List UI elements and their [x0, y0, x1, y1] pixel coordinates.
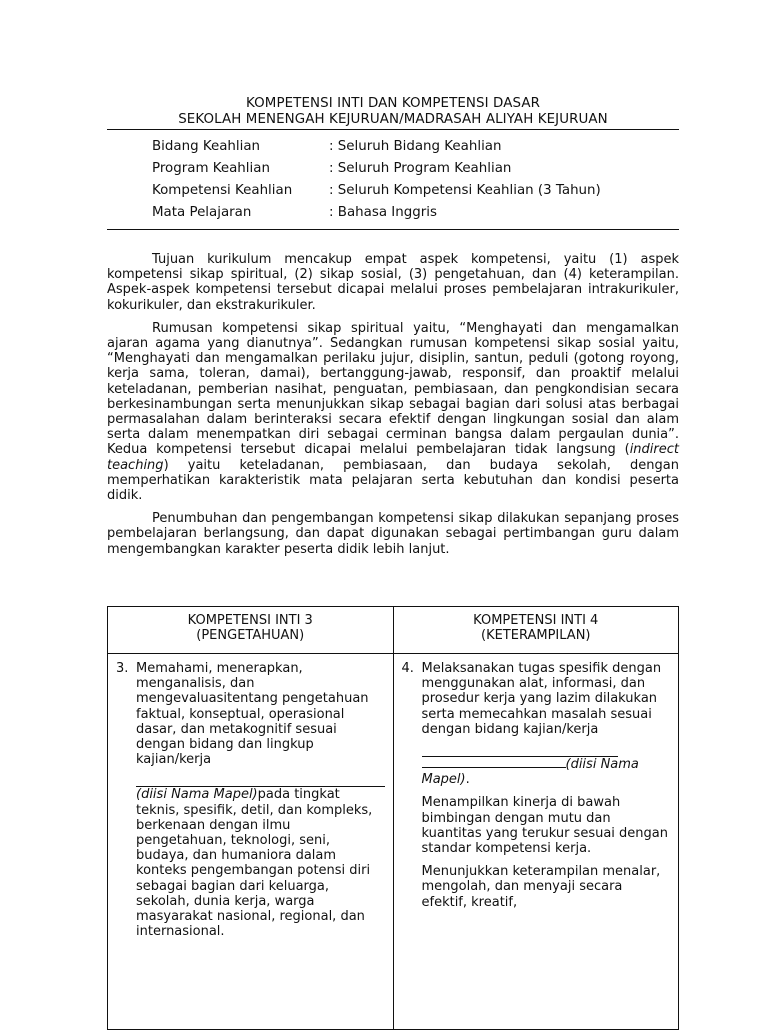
- meta-row-bidang: [107, 136, 679, 158]
- table-body-row: [108, 654, 678, 1030]
- ki4-cell: [393, 654, 679, 1030]
- meta-label: Kompetensi Keahlian: [152, 183, 293, 198]
- ki4-number: 4.: [401, 661, 414, 676]
- meta-value: : Seluruh Program Keahlian: [329, 161, 512, 176]
- kompetensi-table: [107, 606, 679, 1030]
- ki4-header-line-2: (KETERAMPILAN): [481, 628, 591, 643]
- ki3-header: [108, 607, 393, 653]
- meta-info: [107, 130, 679, 229]
- meta-value: : Bahasa Inggris: [329, 205, 437, 220]
- paragraph-2-italic: indirect teaching: [107, 442, 679, 473]
- paragraph-2: [107, 321, 679, 503]
- ki3-text-b: pada tingkat teknis, spesifik, detil, dan kompleks, berkenaan dengan ilmu pengetahuan, teknologi, seni, budaya, dan humaniora dalam konteks pengembangan potensi diri sebagai bagian dari keluarga, sekolah, dunia kerja, warga masyarakat nasional, regional, dan internasional.: [136, 787, 373, 940]
- document-title: [107, 96, 679, 128]
- ki4-text-a: Melaksanakan tugas spesifik dengan menggunakan alat, informasi, dan prosedur kerja yang lazim dilakukan serta memecahkan masalah sesuai dengan bidang kajian/kerja: [421, 661, 662, 737]
- fill-in-blank-line: [422, 741, 618, 757]
- meta-label: Mata Pelajaran: [152, 205, 252, 220]
- document-page: [107, 96, 679, 940]
- ki4-text: [422, 661, 671, 910]
- meta-value: : Seluruh Bidang Keahlian: [329, 139, 502, 154]
- ki3-cell: [108, 654, 393, 1030]
- paragraph-2-part-b: ) yaitu keteladanan, pembiasaan, dan budaya sekolah, dengan memperhatikan karakteristik mata pelajaran serta kebutuhan dan kondisi peserta didik.: [107, 457, 679, 504]
- fill-in-blank-inline: [422, 767, 566, 768]
- ki3-header-line-1: KOMPETENSI INTI 3: [187, 613, 313, 628]
- ki4-paragraph-3: Menunjukkan keterampilan menalar, mengolah, dan menyaji secara efektif, kreatif,: [421, 864, 661, 910]
- ki4-after-italic: .: [465, 772, 470, 788]
- meta-label: Bidang Keahlian: [152, 139, 261, 154]
- ki4-header-line-1: KOMPETENSI INTI 4: [473, 613, 599, 628]
- ki3-italic: (diisi Nama Mapel): [136, 787, 258, 803]
- fill-in-blank-line: [136, 771, 385, 787]
- meta-row-kompetensi: [107, 180, 679, 202]
- ki3-header-line-2: (PENGETAHUAN): [196, 628, 305, 643]
- table-header-row: [108, 607, 678, 654]
- paragraph-3: Penumbuhan dan pengembangan kompetensi sikap dilakukan sepanjang proses pembelajaran berlangsung, dan dapat digunakan sebagai pertimbangan guru dalam mengembangkan karakter peserta didik lebih lanjut.: [107, 511, 679, 557]
- meta-value: : Seluruh Kompetensi Keahlian (3 Tahun): [329, 183, 601, 198]
- ki4-header: [393, 607, 679, 653]
- ki4-item: [402, 661, 671, 910]
- ki3-text: [136, 661, 385, 939]
- body-text: [107, 252, 679, 557]
- ki3-text-b-wrap: [136, 787, 385, 939]
- title-line-1: KOMPETENSI INTI DAN KOMPETENSI DASAR: [246, 96, 540, 111]
- paragraph-1: Tujuan kurikulum mencakup empat aspek kompetensi, yaitu (1) aspek kompetensi sikap spiritual, (2) sikap sosial, (3) pengetahuan, dan (4) keterampilan. Aspek-aspek kompetensi tersebut dicapai melalui proses pembelajaran intrakurikuler, kokurikuler, dan ekstrakurikuler.: [107, 252, 679, 313]
- paragraph-2-part-a: Rumusan kompetensi sikap spiritual yaitu, “Menghayati dan mengamalkan ajaran agama yang dianutnya”. Sedangkan rumusan kompetensi sikap sosial yaitu, “Menghayati dan mengamalkan perilaku jujur, disiplin, santun, peduli (gotong royong, kerja sama, toleran, damai), bertanggung-jawab, responsif, dan proaktif melalui keteladanan, pemberian nasihat, penguatan, pembiasaan, dan pengkondisian secara berkesinambungan serta menunjukkan sikap sebagai bagian dari solusi atas berbagai permasalahan dalam berinteraksi secara efektif dengan lingkungan sosial dan alam serta dalam menempatkan diri sebagai cerminan bangsa dalam pergaulan dunia”. Kedua kompetensi tersebut dicapai melalui pembelajaran tidak langsung (: [107, 320, 679, 458]
- title-line-2: SEKOLAH MENENGAH KEJURUAN/MADRASAH ALIYAH KEJURUAN: [178, 112, 608, 127]
- ki3-number: 3.: [116, 661, 129, 676]
- ki3-text-a: Memahami, menerapkan, menganalisis, dan mengevaluasitentang pengetahuan faktual, konseptual, operasional dasar, dan metakognitif sesuai dengan bidang dan lingkup kajian/kerja: [136, 661, 369, 768]
- meta-divider: [107, 229, 679, 230]
- ki4-italic-line: [422, 757, 671, 787]
- meta-row-mapel: [107, 202, 679, 224]
- meta-row-program: [107, 158, 679, 180]
- ki4-paragraph-2: Menampilkan kinerja di bawah bimbingan dengan mutu dan kuantitas yang terukur sesuai dengan standar kompetensi kerja.: [421, 795, 668, 857]
- ki3-item: [116, 661, 385, 939]
- meta-label: Program Keahlian: [152, 161, 270, 176]
- ki4-italic: (diisi Nama Mapel): [421, 757, 639, 788]
